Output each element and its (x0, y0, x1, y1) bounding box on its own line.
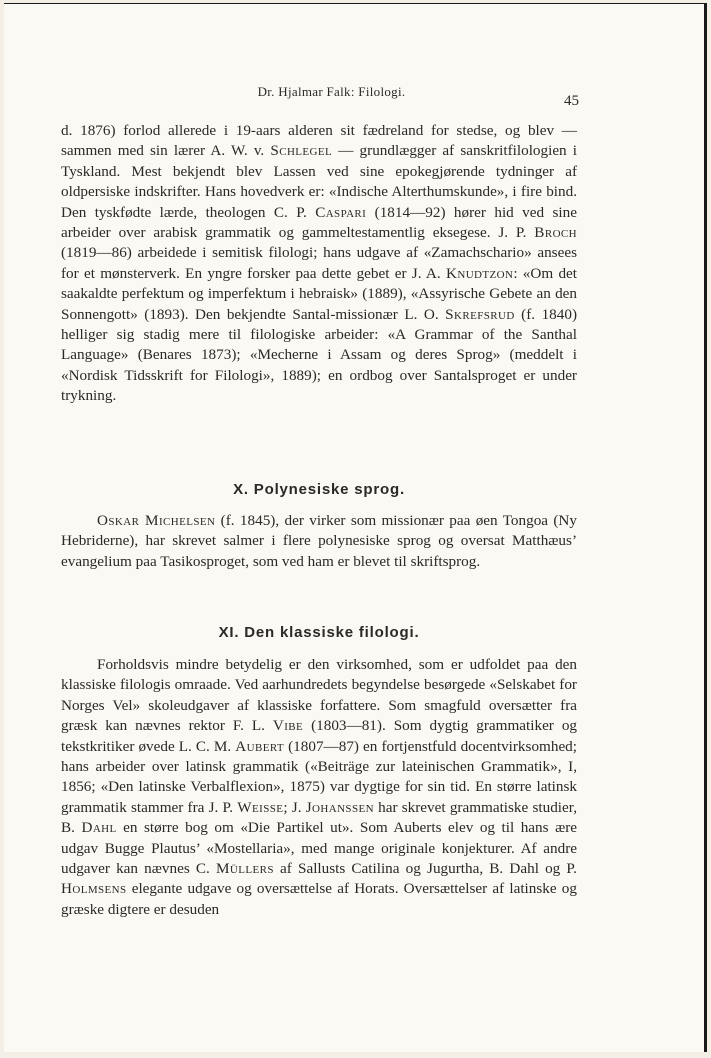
text-run: (1814—92) hører hid ved sine arbeider over arabisk grammatik og gammeltestamentlig eksegese. J. P. (61, 203, 577, 242)
book-page (4, 3, 707, 1052)
name-schlegel: Schlegel (270, 142, 333, 160)
text-run: (f. 1845), der virker som missionær paa øen Tongoa (Ny Hebriderne), har skrevet salmer i flere polynesiske sprog og oversat Matthæus’ evangelium paa Tasikosproget, som ved ham er blevet til skriftsprog. (61, 512, 577, 570)
text-run: (f. 1840) helliger sig stadig mere til filologiske arbeider: «A Grammar of the Santhal Language» (Benares 1873); «Mecherne i Assam og deres Sprog» (meddelt i «Nordisk Tidsskrift for Filologi», 1889); en ordbog over Santalsproget er under trykning. (61, 305, 577, 405)
running-head: Dr. Hjalmar Falk: Filologi. (257, 84, 406, 99)
text-run: (1819—86) arbeidede i semitisk filologi; hans udgave af «Zamachschario» ansees for et mønsterverk. En yngre forsker paa dette gebet er J. A. (61, 244, 577, 282)
text-run: elegante udgave og oversættelse af Horats. Oversættelser af latinske og græske digtere er desuden (61, 880, 577, 918)
text-run: : «Om det saakaldte perfektum og imperfektum i hebraisk» (1889), «Assyrische Gebete an den Sonnengott» (1893). Den bekjendte Santal-missionær L. O. (61, 264, 577, 323)
name-broch: Broch (534, 224, 577, 242)
name-knudtzon: Knudtzon (445, 264, 514, 282)
name-caspari: Caspari (315, 203, 367, 221)
text-run: ; J. (283, 798, 306, 816)
text-run: d. 1876) forlod allerede i 19-aars alderen sit fædreland for stedse, og blev — sammen med sin lærer A. W. v. (61, 122, 577, 160)
section-heading-xi: XI. Den klassiske filologi. (218, 624, 420, 641)
text-run: (1807—87) en fortjenstfuld docentvirksomhed; hans arbeider over latinsk grammatik («Beiträge zur lateinischen Grammatik», I, 1856; «Den latinske Verbalflexion», 1875) var dygtige for sin tid. En større latinsk grammatik stammer fra J. P. (61, 737, 577, 816)
name-vibe: Vibe (272, 717, 304, 735)
name-johanssen: Johanssen (305, 798, 374, 816)
name-mullers: Müllers (216, 860, 274, 878)
text-run: Forholdsvis mindre betydelig er den virksomhed, som er udfoldet paa den klassiske filologis omraade. Ved aarhundredets begyndelse besørgede «Selskabet for Norges Vel» skoleudgaver af klassiske forfattere. Som smagfuld oversætter fra græsk kan nævnes rektor F. L. (61, 656, 577, 735)
text-run: har skrevet grammatiske studier, B. (61, 798, 577, 837)
text-run: — grundlægger af sanskritfilologien i Tyskland. Mest bekjendt blev Lassen ved sine epokegjørende tydninger af oldpersiske indskrifter. Hans hovedverk er: «Indische Alterthumskunde», i fire bind. Den tyskfødte lærde, theologen C. P. (61, 142, 577, 221)
paragraph-polynesian (61, 511, 577, 572)
name-aubert: Aubert (235, 737, 285, 755)
page-number: 45 (564, 93, 579, 109)
section-heading-x: X. Polynesiske sprog. (233, 481, 405, 498)
text-run: af Sallusts Catilina og Jugurtha, B. Dahl og P. (273, 860, 577, 878)
text-run: (1803—81). Som dygtig grammatiker og tekstkritiker øvede L. C. M. (61, 717, 578, 755)
name-holmsens: Holmsens (61, 880, 127, 898)
name-weisse: Weisse (237, 798, 284, 816)
name-michelsen: Oskar Michelsen (97, 512, 216, 529)
text-run: en større bog om «Die Partikel ut». Som Auberts elev og til hans ære udgav Bugge Plautus’ «Mostellaria», med mange originale konjekturer. Af andre udgaver kan nævnes C. (61, 819, 577, 878)
name-dahl: Dahl (81, 819, 117, 837)
paragraph-classical (61, 655, 577, 920)
name-skrefsrud: Skrefsrud (445, 305, 515, 323)
paragraph-continued (61, 121, 577, 407)
